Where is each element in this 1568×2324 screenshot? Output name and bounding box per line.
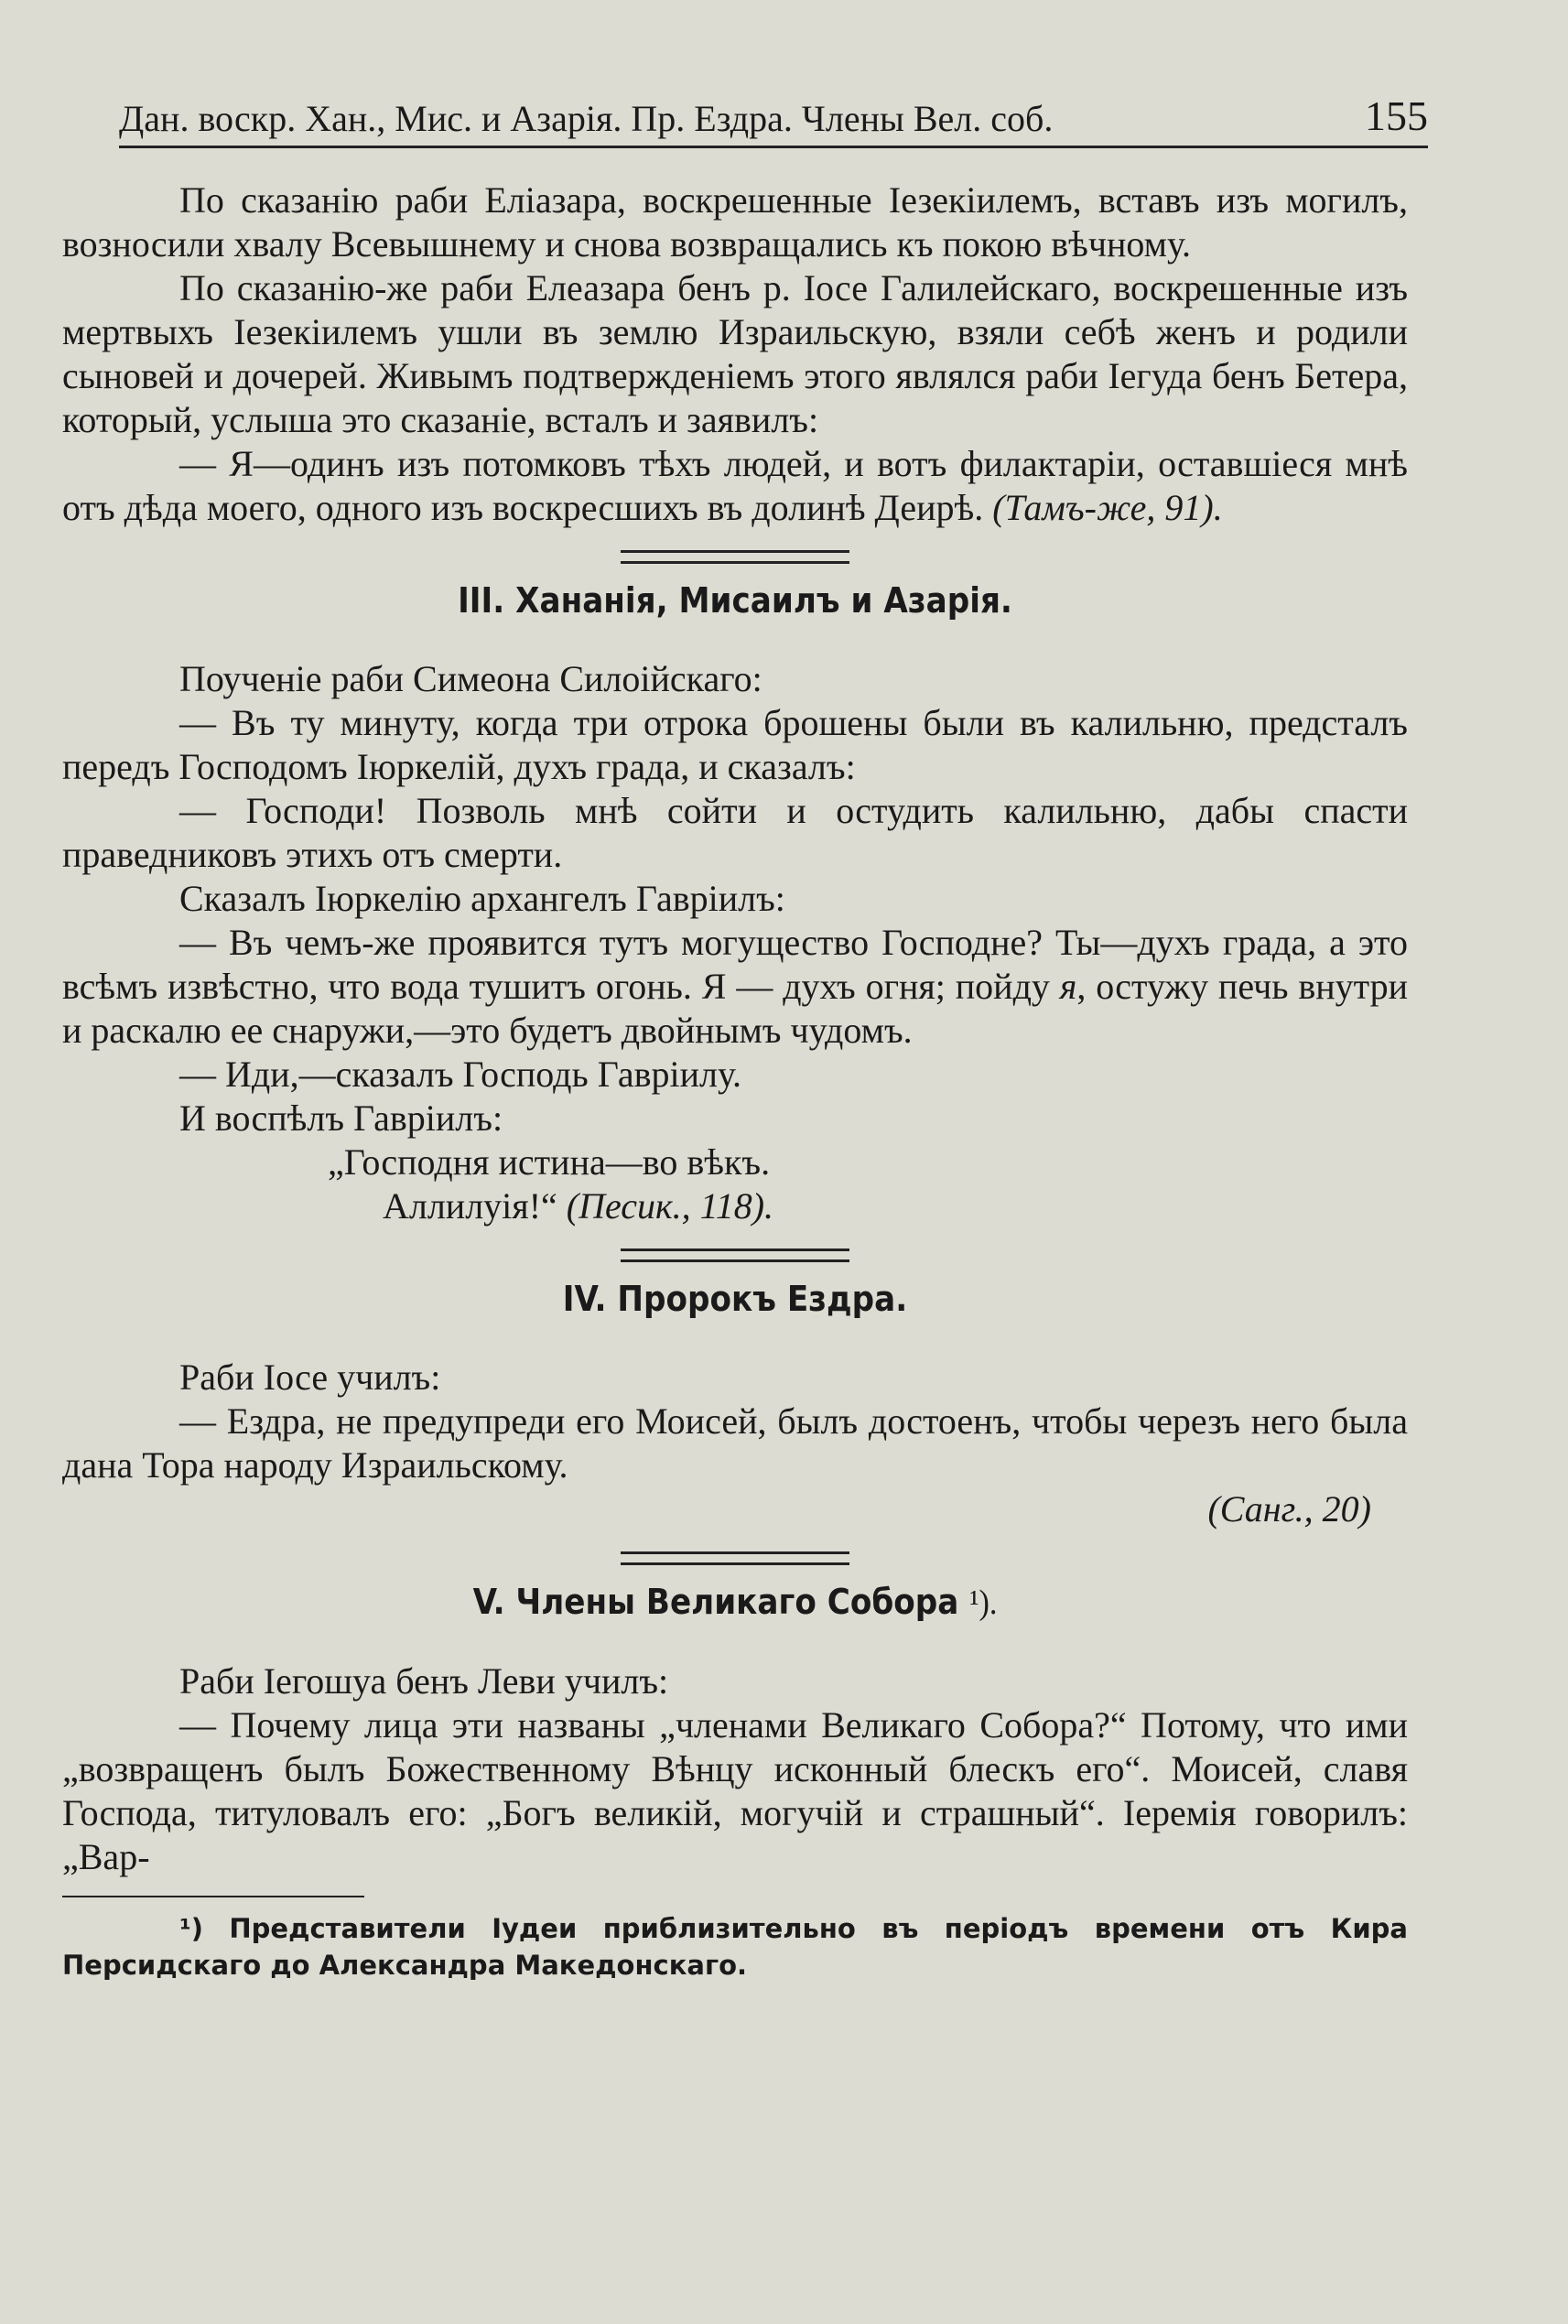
paragraph — [62, 442, 1408, 530]
paragraph: Поученіе раби Симеона Силоійскаго: — [179, 658, 762, 699]
running-header — [119, 92, 1428, 148]
paragraph: — Господи! Позволь мнѣ сойти и остудить калильню, дабы спасти праведниковъ этихъ отъ смерти. — [62, 790, 1408, 875]
paragraph: — Ездра, не предупреди его Моисей, былъ достоенъ, чтобы черезъ него была дана Тора народу Израильскому. — [62, 1400, 1408, 1486]
paragraph: Сказалъ Іюркелію архангелъ Гавріилъ: — [179, 878, 785, 919]
section-heading — [130, 1582, 1341, 1623]
paragraph: — Въ ту минуту, когда три отрока брошены были въ калильню, предсталъ передъ Господомъ Іюркелій, духъ града, и сказалъ: — [62, 702, 1408, 787]
section-divider — [621, 1551, 849, 1565]
verse-text: Аллилуія!“ — [383, 1185, 557, 1227]
paragraph-text: , остужу печь внутри и раскалю ее снаружи,—это будетъ двойнымъ чудомъ. — [62, 966, 1408, 1051]
citation: (Санг., 20) — [1207, 1488, 1371, 1530]
section-divider — [621, 550, 849, 564]
citation-line — [62, 1487, 1408, 1531]
paragraph — [62, 921, 1408, 1053]
footnote: ¹) Представители Іудеи приблизительно въ періодъ времени отъ Кира Персидскаго до Александра Македонскаго. — [62, 1913, 1408, 1981]
verse-line: „Господня истина—во вѣкъ. — [328, 1141, 771, 1183]
section-divider — [621, 1248, 849, 1262]
paragraph-text: — Я—одинъ изъ потомковъ тѣхъ людей, и вотъ филактаріи, оставшіеся мнѣ отъ дѣда моего, одного изъ воскресшихъ въ долинѣ Деирѣ. — [62, 443, 1408, 528]
section-heading: IV. Пророкъ Ездра. — [562, 1279, 908, 1319]
section-heading-text: V. Члены Великаго Собора — [472, 1582, 959, 1622]
paragraph-text: — Въ чемъ-же проявится тутъ могущество Господне? Ты—духъ града, а это всѣмъ извѣстно, что вода тушитъ огонь. Я — духъ огня; пойду — [62, 922, 1408, 1007]
verse-line — [62, 1184, 1408, 1228]
footnote-marker: ¹). — [969, 1584, 998, 1622]
paragraph: — Иди,—сказалъ Господь Гавріилу. — [179, 1054, 741, 1095]
text-column — [62, 178, 1408, 1984]
page-number: 155 — [1365, 92, 1428, 139]
paragraph: — Почему лица эти названы „членами Великаго Собора?“ Потому, что ими „возвращенъ былъ Божественному Вѣнцу исконный блескъ его“. Моисей, славя Господа, титуловалъ его: „Богъ великій, могучій и страшный“. Іеремія говорилъ: „Вар- — [62, 1704, 1408, 1877]
paragraph: Раби Іосе училъ: — [179, 1357, 441, 1398]
paragraph: По сказанію раби Еліазара, воскрешенные Іезекіилемъ, вставъ изъ могилъ, возносили хвалу Всевышнему и снова возвращались къ покою вѣчному. — [62, 179, 1408, 265]
citation: (Тамъ-же, 91). — [992, 487, 1223, 528]
paragraph: И воспѣлъ Гавріилъ: — [179, 1097, 503, 1139]
emphasis: я — [1059, 966, 1077, 1007]
section-heading: III. Хананія, Мисаилъ и Азарія. — [458, 580, 1012, 621]
running-title: Дан. воскр. Хан., Мис. и Азарія. Пр. Ездра. Члены Вел. соб. — [119, 98, 1054, 139]
paragraph: Раби Іегошуа бенъ Леви училъ: — [179, 1660, 669, 1702]
citation: (Песик., 118). — [566, 1185, 774, 1227]
footnote-divider — [62, 1896, 364, 1897]
paragraph: По сказанію-же раби Елеазара бенъ р. Іосе Галилейскаго, воскрешенные изъ мертвыхъ Іезекіилемъ ушли въ землю Израильскую, взяли себѣ женъ и родили сыновей и дочерей. Живымъ подтвержденіемъ этого являлся раби Іегуда бенъ Бетера, который, услыша это сказаніе, всталъ и заявилъ: — [62, 267, 1408, 440]
